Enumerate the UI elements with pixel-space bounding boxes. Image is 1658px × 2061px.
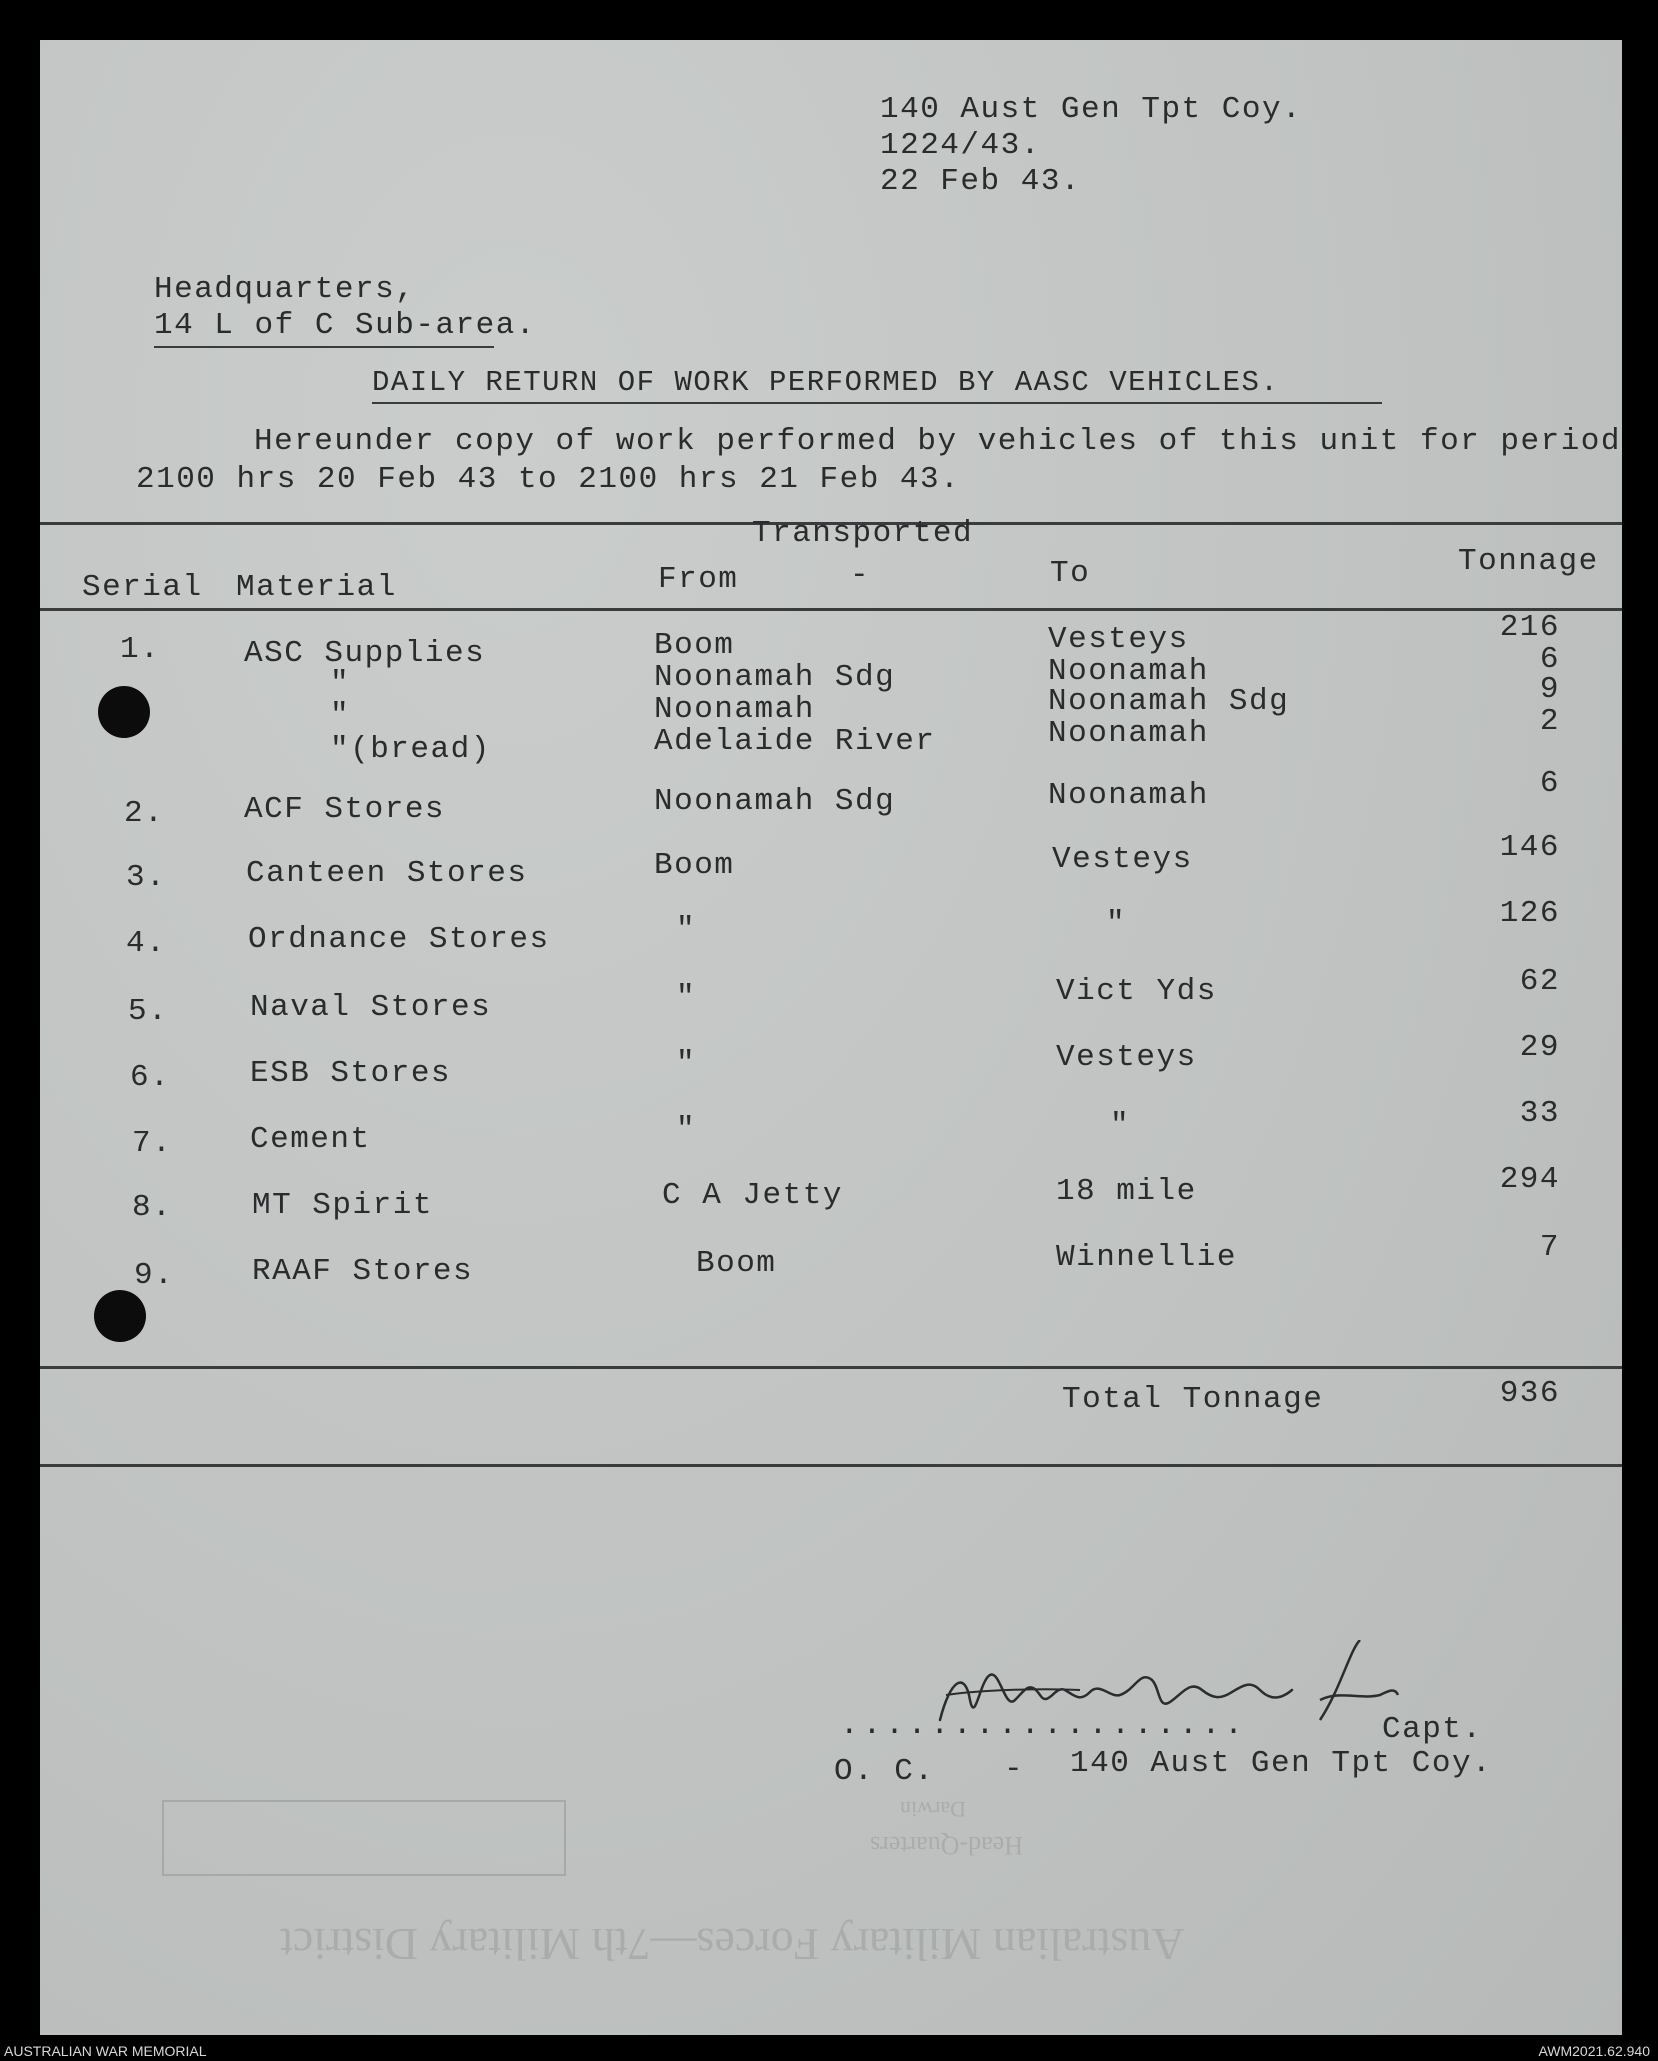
row-from: " [676, 912, 697, 947]
punch-hole [98, 686, 150, 738]
row-tonnage: 29 [1519, 1030, 1560, 1065]
row-from: Noonamah Sdg [654, 660, 896, 695]
total-top-rule [40, 1366, 1622, 1369]
row-to: Vesteys [1056, 1040, 1197, 1075]
row-serial: 5. [128, 994, 169, 1029]
archive-credit: AUSTRALIAN WAR MEMORIAL [4, 2043, 207, 2059]
unit-name: 140 Aust Gen Tpt Coy. [880, 92, 1303, 127]
row-tonnage: 6 [1539, 642, 1560, 677]
row-tonnage: 2 [1539, 704, 1560, 739]
row-to: Noonamah [1048, 654, 1209, 689]
row-material: Ordnance Stores [248, 922, 550, 957]
row-material: MT Spirit [252, 1188, 433, 1223]
row-to: " [1106, 906, 1127, 941]
header-transported: Transported [752, 516, 974, 551]
row-to: Noonamah [1048, 716, 1209, 751]
row-serial: 7. [132, 1126, 173, 1161]
oc-label: O. C. [834, 1754, 935, 1789]
reference-number: 1224/43. [880, 128, 1041, 163]
total-label: Total Tonnage [1062, 1382, 1324, 1417]
row-to: Vesteys [1052, 842, 1193, 877]
row-from: Boom [654, 848, 735, 883]
row-from: C A Jetty [662, 1178, 843, 1213]
row-material: ESB Stores [250, 1056, 452, 1091]
row-from: " [676, 1112, 697, 1147]
row-from: " [676, 1046, 697, 1081]
intro-line2: 2100 hrs 20 Feb 43 to 2100 hrs 21 Feb 43. [136, 462, 961, 497]
row-material: RAAF Stores [252, 1254, 474, 1289]
header-material: Material [236, 570, 397, 605]
header-dash: - [850, 558, 871, 593]
title-underline [372, 402, 1382, 404]
document-page [40, 40, 1622, 2035]
bleed-through-text: Australian Military Forces—7th Military District [280, 1919, 1185, 1970]
header-to: To [1050, 556, 1091, 591]
row-tonnage: 216 [1499, 610, 1560, 645]
row-to: Noonamah [1048, 778, 1209, 813]
addressee-line1: Headquarters, [154, 272, 416, 307]
row-serial: 9. [134, 1258, 175, 1293]
row-serial: 4. [126, 926, 167, 961]
row-material: ACF Stores [244, 792, 446, 827]
row-from: Adelaide River [654, 724, 936, 759]
table-header-rule [40, 608, 1622, 611]
oc-unit: 140 Aust Gen Tpt Coy. [1070, 1746, 1493, 1781]
total-bottom-rule [40, 1464, 1622, 1467]
row-from: Noonamah Sdg [654, 784, 896, 819]
row-material: Cement [250, 1122, 371, 1157]
row-to: Vict Yds [1056, 974, 1217, 1009]
punch-hole [94, 1290, 146, 1342]
document-title: DAILY RETURN OF WORK PERFORMED BY AASC VEHICLES. [372, 366, 1280, 399]
row-tonnage: 7 [1539, 1230, 1560, 1265]
row-material: ASC Supplies [244, 636, 486, 671]
row-serial: 2. [124, 796, 165, 831]
row-material: Naval Stores [250, 990, 492, 1025]
header-serial: Serial [82, 570, 203, 605]
header-tonnage: Tonnage [1458, 544, 1599, 579]
row-serial: 8. [132, 1190, 173, 1225]
row-tonnage: 294 [1499, 1162, 1560, 1197]
row-material: " [330, 666, 351, 701]
row-serial: 3. [126, 860, 167, 895]
intro-line1: Hereunder copy of work performed by vehicles of this unit for period [254, 424, 1622, 459]
signature-rank: Capt. [1382, 1712, 1483, 1747]
bleed-through-text: Darwin [900, 1797, 966, 1822]
row-material: Canteen Stores [246, 856, 528, 891]
row-tonnage: 9 [1539, 672, 1560, 707]
bleed-through-box [162, 1800, 566, 1876]
row-material: " [330, 698, 351, 733]
row-tonnage: 33 [1519, 1096, 1560, 1131]
row-to: 18 mile [1056, 1174, 1197, 1209]
row-from: Boom [696, 1246, 777, 1281]
row-from: " [676, 980, 697, 1015]
row-tonnage: 126 [1499, 896, 1560, 931]
row-from: Boom [654, 628, 735, 663]
row-to: " [1110, 1108, 1131, 1143]
addressee-line2: 14 L of C Sub-area. [154, 308, 536, 343]
document-date: 22 Feb 43. [880, 164, 1082, 199]
header-from: From [658, 562, 739, 597]
row-material: "(bread) [330, 732, 491, 767]
oc-dash: - [1004, 1752, 1025, 1787]
row-tonnage: 6 [1539, 766, 1560, 801]
row-to: Noonamah Sdg [1048, 684, 1290, 719]
signature-dots: .................. [840, 1708, 1247, 1743]
row-to: Winnellie [1056, 1240, 1237, 1275]
row-tonnage: 146 [1499, 830, 1560, 865]
row-serial: 1. [120, 632, 161, 667]
row-to: Vesteys [1048, 622, 1189, 657]
addressee-underline [154, 346, 494, 348]
row-serial: 6. [130, 1060, 171, 1095]
archive-accession-number: AWM2021.62.940 [1538, 2043, 1650, 2059]
bleed-through-text: Head-Quarters [870, 1831, 1024, 1860]
total-value: 936 [1499, 1376, 1560, 1411]
row-tonnage: 62 [1519, 964, 1560, 999]
row-from: Noonamah [654, 692, 815, 727]
